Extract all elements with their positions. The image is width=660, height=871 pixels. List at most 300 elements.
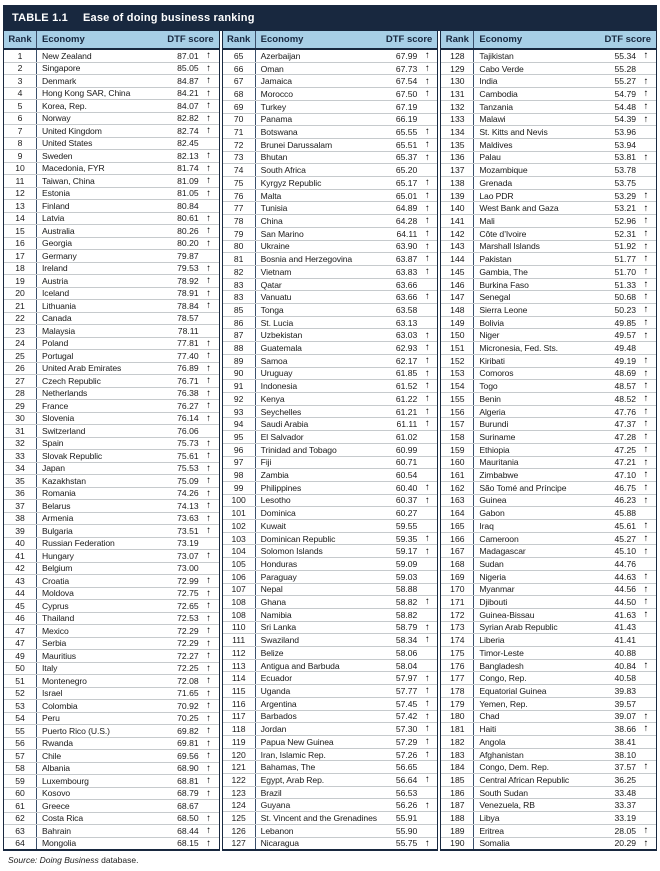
dtf-score-cell: 76.27 xyxy=(177,400,199,411)
table-row xyxy=(4,700,219,713)
economy-cell: Afghanistan xyxy=(479,749,524,760)
rank-cell: 24 xyxy=(4,338,37,350)
table-row xyxy=(223,241,438,254)
economy-cell: Timor-Leste xyxy=(479,647,524,658)
dtf-score-cell: 55.75 xyxy=(395,838,418,849)
rank-cell: 125 xyxy=(223,812,256,824)
dtf-score-cell: 67.50 xyxy=(395,88,418,99)
table-row xyxy=(4,713,219,726)
up-arrow-icon: ↑ xyxy=(643,469,649,481)
dtf-score-cell: 68.15 xyxy=(177,838,199,849)
dtf-score-cell: 75.73 xyxy=(177,438,199,449)
up-arrow-icon: ↑ xyxy=(643,354,649,366)
dtf-score-cell: 68.67 xyxy=(177,800,199,811)
rank-cell: 143 xyxy=(441,241,474,253)
up-arrow-icon: ↑ xyxy=(206,812,212,824)
table-row xyxy=(441,596,656,609)
rank-cell: 188 xyxy=(441,812,474,824)
rank-cell: 5 xyxy=(4,100,37,112)
economy-cell: Portugal xyxy=(42,350,74,361)
dtf-score-cell: 55.34 xyxy=(614,50,637,61)
dtf-score-cell: 57.26 xyxy=(395,749,418,760)
dtf-score-cell: 58.79 xyxy=(395,622,418,633)
economy-cell: Marshall Islands xyxy=(479,241,540,252)
up-arrow-icon: ↑ xyxy=(206,650,212,661)
rank-cell: 53 xyxy=(4,700,37,712)
up-arrow-icon: ↑ xyxy=(206,612,212,624)
dtf-score-cell: 48.52 xyxy=(614,393,637,404)
table-row xyxy=(223,469,438,482)
dtf-score-cell: 46.23 xyxy=(614,495,637,506)
ranking-panel-3 xyxy=(440,31,657,851)
dtf-score-cell: 47.10 xyxy=(614,470,637,481)
up-arrow-icon: ↑ xyxy=(206,75,212,86)
up-arrow-icon: ↑ xyxy=(643,393,649,405)
dtf-score-cell: 36.25 xyxy=(614,774,637,785)
table-row xyxy=(4,638,219,651)
up-arrow-icon: ↑ xyxy=(206,675,212,686)
table-row xyxy=(441,545,656,558)
rank-cell: 80 xyxy=(223,241,256,253)
rank-cell: 147 xyxy=(441,291,474,303)
dtf-score-cell: 69.56 xyxy=(177,750,199,761)
up-arrow-icon: ↑ xyxy=(643,291,649,303)
rank-cell: 177 xyxy=(441,672,474,684)
table-row xyxy=(4,438,219,451)
table-row xyxy=(4,750,219,763)
up-arrow-icon: ↑ xyxy=(206,387,212,399)
up-arrow-icon: ↑ xyxy=(424,240,430,252)
up-arrow-icon: ↑ xyxy=(424,532,430,544)
dtf-score-cell: 57.42 xyxy=(395,711,418,722)
rank-cell: 146 xyxy=(441,279,474,291)
economy-cell: Côte d’Ivoire xyxy=(479,228,527,239)
rank-cell: 108 xyxy=(223,609,256,621)
table-row xyxy=(441,291,656,304)
economy-cell: Mauritania xyxy=(479,457,519,468)
economy-cell: Latvia xyxy=(42,213,65,224)
rank-cell: 88 xyxy=(223,342,256,354)
economy-cell: Philippines xyxy=(260,482,302,493)
rank-cell: 178 xyxy=(441,685,474,697)
rank-cell: 172 xyxy=(441,609,474,621)
rank-cell: 6 xyxy=(4,113,37,125)
economy-cell: Nicaragua xyxy=(260,838,299,849)
economy-cell: Russian Federation xyxy=(42,538,115,549)
table-row xyxy=(4,363,219,376)
dtf-score-cell: 72.29 xyxy=(177,625,199,636)
dtf-score-cell: 41.43 xyxy=(614,622,637,633)
rank-cell: 87 xyxy=(223,329,256,341)
table-row xyxy=(441,342,656,355)
up-arrow-icon: ↑ xyxy=(206,475,212,486)
table-row xyxy=(4,413,219,426)
economy-cell: Cyprus xyxy=(42,600,69,611)
dtf-score-cell: 44.56 xyxy=(614,584,637,595)
up-arrow-icon: ↑ xyxy=(424,75,430,87)
table-row xyxy=(223,63,438,76)
table-number-label: TABLE 1.1 xyxy=(12,12,68,24)
dtf-score-cell: 55.27 xyxy=(614,76,637,87)
up-arrow-icon: ↑ xyxy=(643,151,649,163)
dtf-score-cell: 82.13 xyxy=(177,150,199,161)
table-row xyxy=(223,698,438,711)
table-row xyxy=(441,533,656,546)
dtf-score-cell: 62.93 xyxy=(395,343,418,354)
economy-cell: Oman xyxy=(260,63,284,74)
economy-cell: South Africa xyxy=(260,165,306,176)
ranking-panel-body xyxy=(223,50,438,849)
rank-cell: 154 xyxy=(441,380,474,392)
up-arrow-icon: ↑ xyxy=(424,126,430,138)
economy-cell: Luxembourg xyxy=(42,775,89,786)
dtf-score-cell: 65.01 xyxy=(395,190,418,201)
rank-cell: 65 xyxy=(223,50,256,62)
rank-cell: 46 xyxy=(4,613,37,625)
dtf-score-cell: 76.89 xyxy=(177,363,199,374)
up-arrow-icon: ↑ xyxy=(206,762,212,774)
rank-cell: 25 xyxy=(4,350,37,362)
rank-cell: 156 xyxy=(441,406,474,418)
rank-cell: 145 xyxy=(441,266,474,278)
source-note xyxy=(8,855,657,865)
economy-cell: Malawi xyxy=(479,114,506,125)
rank-cell: 180 xyxy=(441,711,474,723)
dtf-score-cell: 82.45 xyxy=(177,138,199,149)
rank-cell: 47 xyxy=(4,625,37,637)
table-row xyxy=(4,563,219,576)
dtf-score-cell: 60.99 xyxy=(395,444,418,455)
rank-cell: 93 xyxy=(223,406,256,418)
rank-cell: 161 xyxy=(441,469,474,481)
dtf-score-cell: 63.90 xyxy=(395,241,418,252)
up-arrow-icon: ↑ xyxy=(206,625,212,636)
table-row xyxy=(223,190,438,203)
dtf-score-cell: 75.61 xyxy=(177,450,199,461)
economy-cell: Morocco xyxy=(260,88,293,99)
table-row xyxy=(223,355,438,368)
rank-cell: 45 xyxy=(4,600,37,612)
rank-cell: 174 xyxy=(441,634,474,646)
economy-cell: Nepal xyxy=(260,584,283,595)
economy-cell: St. Kitts and Nevis xyxy=(479,127,548,138)
dtf-score-cell: 64.11 xyxy=(396,228,418,239)
economy-cell: Bulgaria xyxy=(42,525,73,536)
table-row xyxy=(4,575,219,588)
rank-cell: 52 xyxy=(4,688,37,700)
economy-cell: Mexico xyxy=(42,625,69,636)
economy-cell: Uruguay xyxy=(260,368,293,379)
table-row xyxy=(223,75,438,88)
rank-cell: 12 xyxy=(4,188,37,200)
dtf-score-cell: 51.33 xyxy=(614,279,637,290)
up-arrow-icon: ↑ xyxy=(424,545,430,557)
up-arrow-icon: ↑ xyxy=(424,697,430,709)
economy-cell: Singapore xyxy=(42,63,81,74)
dtf-score-cell: 53.29 xyxy=(614,190,637,201)
ranking-panel-body xyxy=(4,50,219,849)
rank-cell: 148 xyxy=(441,304,474,316)
table-row xyxy=(223,418,438,431)
table-row xyxy=(441,101,656,114)
source-prefix: Source: xyxy=(8,855,38,865)
table-row xyxy=(4,788,219,801)
dtf-score-cell: 45.27 xyxy=(614,533,637,544)
up-arrow-icon: ↑ xyxy=(643,215,649,227)
table-row xyxy=(441,279,656,292)
economy-cell: Venezuela, RB xyxy=(479,800,535,811)
table-row xyxy=(441,228,656,241)
up-arrow-icon: ↑ xyxy=(206,525,212,536)
table-row xyxy=(441,139,656,152)
up-arrow-icon: ↑ xyxy=(643,837,649,849)
table-row xyxy=(223,825,438,838)
dtf-score-cell: 68.44 xyxy=(177,825,199,836)
table-row xyxy=(441,380,656,393)
up-arrow-icon: ↑ xyxy=(206,775,212,786)
dtf-score-cell: 72.65 xyxy=(177,600,199,611)
economy-cell: Argentina xyxy=(260,698,297,709)
dtf-score-cell: 28.05 xyxy=(614,825,637,836)
up-arrow-icon: ↑ xyxy=(206,662,212,674)
economy-cell: Gambia, The xyxy=(479,266,528,277)
rank-cell: 76 xyxy=(223,190,256,202)
economy-cell: Somalia xyxy=(479,838,510,849)
rank-cell: 75 xyxy=(223,177,256,189)
dtf-score-cell: 65.55 xyxy=(395,127,418,138)
economy-cell: Chad xyxy=(479,711,500,722)
up-arrow-icon: ↑ xyxy=(206,825,212,836)
economy-cell: Indonesia xyxy=(260,381,298,392)
dtf-score-cell: 59.55 xyxy=(395,520,418,531)
economy-cell: Brunei Darussalam xyxy=(260,139,333,150)
table-row xyxy=(4,813,219,826)
dtf-score-cell: 52.31 xyxy=(614,228,637,239)
rank-cell: 136 xyxy=(441,152,474,164)
up-arrow-icon: ↑ xyxy=(206,550,212,561)
rank-cell: 135 xyxy=(441,139,474,151)
up-arrow-icon: ↑ xyxy=(424,202,430,214)
rank-cell: 55 xyxy=(4,725,37,737)
table-title: Ease of doing business ranking xyxy=(83,12,255,24)
dtf-score-cell: 38.10 xyxy=(614,749,637,760)
dtf-score-cell: 64.89 xyxy=(395,203,418,214)
rank-cell: 85 xyxy=(223,304,256,316)
dtf-score-cell: 65.17 xyxy=(395,177,418,188)
rank-cell: 105 xyxy=(223,558,256,570)
economy-cell: Kosovo xyxy=(42,788,71,799)
dtf-score-cell: 87.01 xyxy=(177,50,199,61)
dtf-score-cell: 63.66 xyxy=(395,279,418,290)
economy-cell: Serbia xyxy=(42,638,67,649)
economy-cell: Brazil xyxy=(260,787,282,798)
table-row xyxy=(223,838,438,850)
up-arrow-icon: ↑ xyxy=(206,350,212,361)
table-row xyxy=(223,406,438,419)
dtf-score-cell: 40.88 xyxy=(614,647,637,658)
up-arrow-icon: ↑ xyxy=(424,139,430,151)
economy-column-header: Economy xyxy=(260,34,304,45)
economy-column-header: Economy xyxy=(42,34,85,45)
economy-cell: Cambodia xyxy=(479,88,518,99)
economy-cell: Norway xyxy=(42,113,71,124)
table-row xyxy=(4,775,219,788)
rank-cell: 26 xyxy=(4,363,37,375)
dtf-score-cell: 80.26 xyxy=(177,225,199,236)
up-arrow-icon: ↑ xyxy=(424,342,430,354)
dtf-score-cell: 41.63 xyxy=(614,609,637,620)
dtf-score-cell: 47.25 xyxy=(614,444,637,455)
table-row xyxy=(441,571,656,584)
dtf-score-cell: 59.09 xyxy=(395,558,418,569)
up-arrow-icon: ↑ xyxy=(424,685,430,697)
up-arrow-icon: ↑ xyxy=(206,725,212,736)
economy-cell: Palau xyxy=(479,152,501,163)
economy-cell: Togo xyxy=(479,381,498,392)
table-row xyxy=(441,418,656,431)
dtf-score-cell: 51.92 xyxy=(614,241,637,252)
economy-cell: Bolivia xyxy=(479,317,504,328)
dtf-score-cell: 58.06 xyxy=(395,647,418,658)
dtf-score-cell: 57.30 xyxy=(395,724,418,735)
dtf-score-cell: 40.84 xyxy=(614,660,637,671)
economy-cell: Algeria xyxy=(479,406,506,417)
rank-cell: 153 xyxy=(441,368,474,380)
dtf-score-cell: 61.85 xyxy=(395,368,418,379)
economy-cell: Trinidad and Tobago xyxy=(260,444,337,455)
rank-cell: 138 xyxy=(441,177,474,189)
economy-cell: China xyxy=(260,215,283,226)
table-row xyxy=(4,475,219,488)
rank-cell: 62 xyxy=(4,813,37,825)
economy-cell: Hong Kong SAR, China xyxy=(42,88,131,99)
economy-cell: Antigua and Barbuda xyxy=(260,660,340,671)
dtf-score-cell: 40.58 xyxy=(614,673,637,684)
up-arrow-icon: ↑ xyxy=(643,240,649,252)
rank-cell: 164 xyxy=(441,507,474,519)
economy-cell: Iran, Islamic Rep. xyxy=(260,749,326,760)
up-arrow-icon: ↑ xyxy=(424,88,430,100)
economy-cell: Malta xyxy=(260,190,282,201)
up-arrow-icon: ↑ xyxy=(424,253,430,265)
up-arrow-icon: ↑ xyxy=(424,405,430,417)
table-row xyxy=(4,663,219,676)
economy-cell: Germany xyxy=(42,250,77,261)
economy-cell: Qatar xyxy=(260,279,282,290)
economy-cell: Georgia xyxy=(42,238,72,249)
economy-cell: San Marino xyxy=(260,228,304,239)
up-arrow-icon: ↑ xyxy=(206,437,212,449)
rank-cell: 86 xyxy=(223,317,256,329)
up-arrow-icon: ↑ xyxy=(643,659,649,671)
up-arrow-icon: ↑ xyxy=(206,750,212,761)
dtf-score-cell: 68.90 xyxy=(177,763,199,774)
ranking-panels xyxy=(3,31,657,851)
dtf-score-cell: 82.74 xyxy=(177,125,199,136)
dtf-score-cell: 51.70 xyxy=(614,266,637,277)
table-row xyxy=(223,139,438,152)
dtf-score-cell: 44.63 xyxy=(614,571,637,582)
rank-cell: 163 xyxy=(441,495,474,507)
dtf-score-cell: 68.79 xyxy=(177,788,199,799)
rank-cell: 74 xyxy=(223,164,256,176)
table-row xyxy=(223,152,438,165)
rank-cell: 168 xyxy=(441,558,474,570)
table-row xyxy=(4,250,219,263)
rank-cell: 160 xyxy=(441,457,474,469)
rank-cell: 51 xyxy=(4,675,37,687)
rank-cell: 171 xyxy=(441,596,474,608)
table-row xyxy=(4,825,219,838)
table-row xyxy=(4,288,219,301)
dtf-score-cell: 80.61 xyxy=(177,213,199,224)
dtf-score-cell: 50.23 xyxy=(614,304,637,315)
up-arrow-icon: ↑ xyxy=(643,596,649,608)
dtf-score-cell: 63.83 xyxy=(395,266,418,277)
dtf-score-cell: 39.83 xyxy=(614,686,637,696)
table-row xyxy=(4,513,219,526)
dtf-score-cell: 67.73 xyxy=(395,63,418,74)
economy-cell: Taiwan, China xyxy=(42,175,95,186)
dtf-score-cell: 53.78 xyxy=(614,165,637,176)
up-arrow-icon: ↑ xyxy=(643,50,649,62)
table-row xyxy=(441,215,656,228)
rank-cell: 83 xyxy=(223,279,256,291)
rank-cell: 150 xyxy=(441,329,474,341)
economy-cell: Mongolia xyxy=(42,838,77,849)
table-row xyxy=(4,450,219,463)
dtf-score-cell: 72.29 xyxy=(177,638,199,649)
table-row xyxy=(223,609,438,622)
table-row xyxy=(223,787,438,800)
table-row xyxy=(4,313,219,326)
dtf-score-cell: 72.25 xyxy=(177,663,199,674)
economy-cell: Papua New Guinea xyxy=(260,736,334,747)
table-row xyxy=(4,588,219,601)
dtf-score-cell: 66.19 xyxy=(395,114,418,125)
table-row xyxy=(223,584,438,597)
table-row xyxy=(441,457,656,470)
dtf-score-cell: 47.21 xyxy=(614,457,637,468)
table-row xyxy=(4,838,219,850)
table-row xyxy=(441,164,656,177)
economy-cell: Sri Lanka xyxy=(260,622,297,633)
rank-cell: 119 xyxy=(223,736,256,748)
up-arrow-icon: ↑ xyxy=(206,462,212,474)
economy-cell: São Tomé and Príncipe xyxy=(479,482,567,493)
dtf-score-cell: 49.85 xyxy=(614,317,637,328)
dtf-score-cell: 58.04 xyxy=(395,660,418,671)
economy-cell: Saudi Arabia xyxy=(260,419,309,430)
rank-cell: 30 xyxy=(4,413,37,425)
economy-cell: Ethiopia xyxy=(479,444,510,455)
up-arrow-icon: ↑ xyxy=(206,275,212,286)
dtf-score-cell: 55.28 xyxy=(614,63,637,74)
dtf-score-cell: 44.76 xyxy=(614,558,637,569)
up-arrow-icon: ↑ xyxy=(643,329,649,341)
up-arrow-icon: ↑ xyxy=(643,227,649,239)
dtf-score-cell: 84.87 xyxy=(177,75,199,86)
up-arrow-icon: ↑ xyxy=(206,62,212,74)
ranking-panel-1 xyxy=(3,31,220,851)
economy-cell: Cabo Verde xyxy=(479,63,524,74)
economy-cell: Vietnam xyxy=(260,266,292,277)
economy-cell: Mozambique xyxy=(479,165,528,176)
ranking-panel-2 xyxy=(222,31,439,851)
economy-cell: Ecuador xyxy=(260,673,292,684)
up-arrow-icon: ↑ xyxy=(424,672,430,684)
up-arrow-icon: ↑ xyxy=(424,494,430,506)
